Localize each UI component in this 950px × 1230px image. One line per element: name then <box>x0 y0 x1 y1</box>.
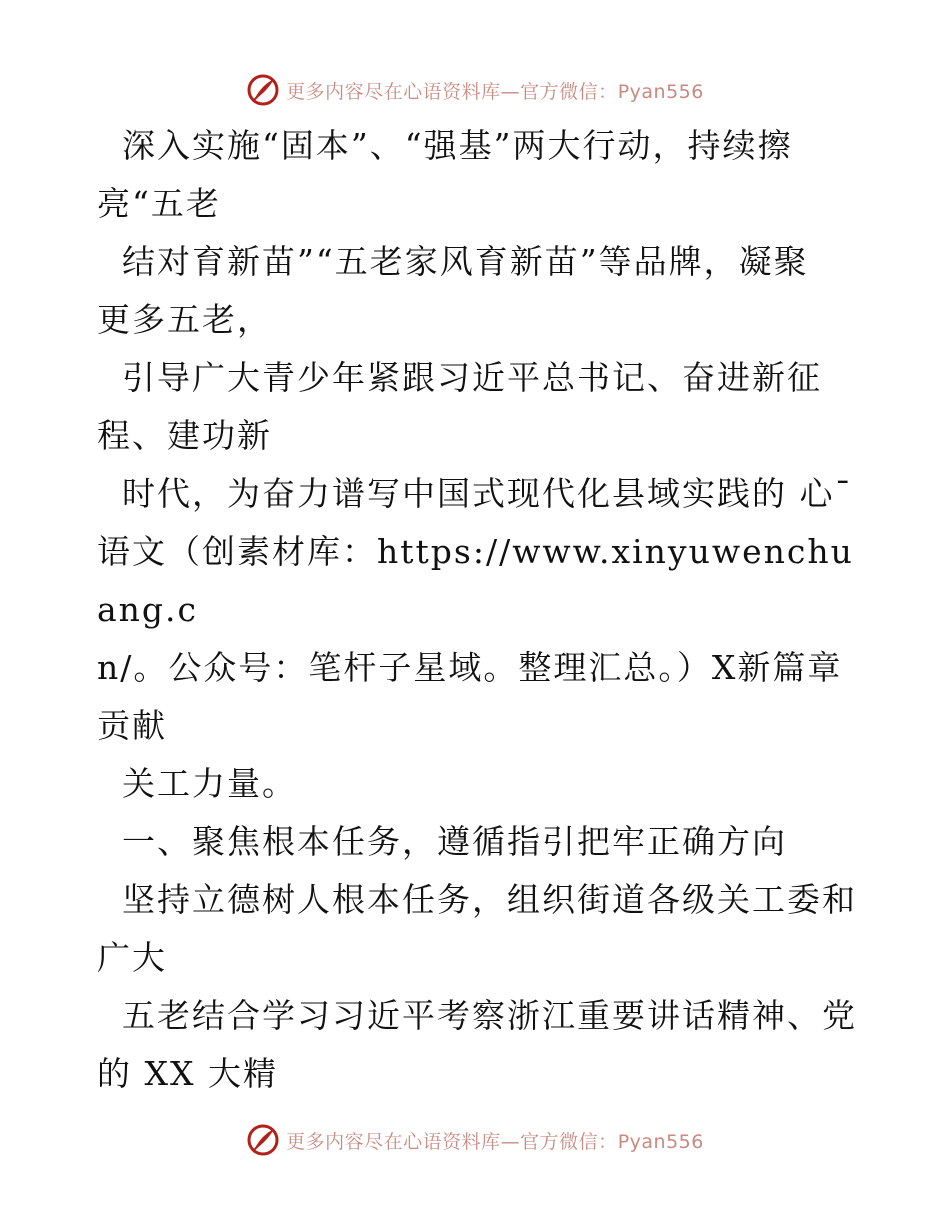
text-line: 的 XX 大精 <box>97 1054 278 1093</box>
text-line: 语文（创素材库：https://www.xinyuwenchuang.c <box>97 532 854 629</box>
header-watermark <box>0 70 950 110</box>
text-line: 关工力量。 <box>97 764 297 803</box>
text-line: 广大 <box>97 938 167 977</box>
text-line: 深入实施“固本”、“强基”两大行动，持续擦 <box>97 126 793 165</box>
text-line: 时代，为奋力谱写中国式现代化县域实践的 心¯ <box>97 474 853 513</box>
text-line: 五老结合学习习近平考察浙江重要讲话精神、党 <box>97 996 857 1035</box>
document-body <box>97 117 857 1103</box>
watermark-text: 更多内容尽在心语资料库—官方微信：Pyan556 <box>286 80 704 103</box>
watermark-text: 更多内容尽在心语资料库—官方微信：Pyan556 <box>286 1130 704 1153</box>
text-line: 更多五老， <box>97 300 272 339</box>
text-line: 亮“五老 <box>97 184 221 223</box>
text-line: 引导广大青少年紧跟习近平总书记、奋进新征 <box>97 358 822 397</box>
text-line: 贡献 <box>97 706 167 745</box>
text-line: 程、建功新 <box>97 416 272 455</box>
quill-logo-icon <box>246 1123 280 1157</box>
text-line: 结对育新苗”“五老家风育新苗”等品牌，凝聚 <box>97 242 809 281</box>
text-line: n/。公众号：笔杆子星域。整理汇总。）X新篇章 <box>97 648 843 687</box>
section-heading: 一、聚焦根本任务，遵循指引把牢正确方向 <box>97 822 787 861</box>
footer-watermark <box>0 1120 950 1160</box>
quill-logo-icon <box>246 73 280 107</box>
text-line: 坚持立德树人根本任务，组织街道各级关工委和 <box>97 880 857 919</box>
